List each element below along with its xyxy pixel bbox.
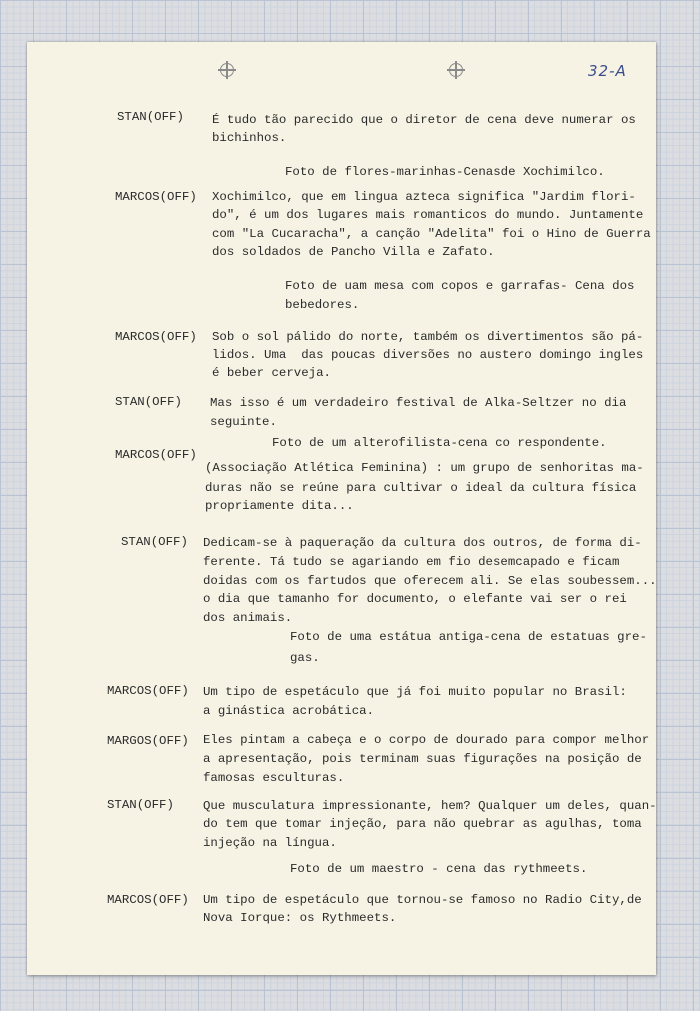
- dialogue-line: Xochimilco, que em lingua azteca significa "Jardim flori-: [212, 190, 636, 204]
- dialogue-line: doidas com os fartudos que oferecem ali. Se elas soubessem...: [203, 574, 657, 588]
- dialogue-line: do", é um dos lugares mais romanticos do mundo. Juntamente: [212, 208, 644, 222]
- dialogue-line: com "La Cucaracha", a canção "Adelita" foi o Hino de Guerra: [212, 227, 651, 241]
- scene-direction: bebedores.: [285, 298, 360, 312]
- speaker-label: STAN(OFF): [117, 110, 184, 124]
- scene-direction: Foto de uam mesa com copos e garrafas- Cena dos: [285, 279, 635, 293]
- dialogue-line: injeção na língua.: [203, 836, 337, 850]
- punch-hole-crosshair-icon: [449, 63, 463, 77]
- speaker-label: STAN(OFF): [107, 798, 174, 812]
- page-number: 32-A: [588, 62, 627, 80]
- dialogue-line: lidos. Uma das poucas diversões no austero domingo ingles: [212, 348, 644, 362]
- dialogue-line: dos soldados de Pancho Villa e Zafato.: [212, 245, 495, 259]
- dialogue-line: Dedicam-se à paqueração da cultura dos outros, de forma di-: [203, 536, 642, 550]
- dialogue-line: Eles pintam a cabeça e o corpo de dourado para compor melhor: [203, 733, 650, 747]
- dialogue-line: Que musculatura impressionante, hem? Qualquer um deles, quan-: [203, 799, 657, 813]
- dialogue-line: ferente. Tá tudo se agariando em fio desemcapado e ficam: [203, 555, 620, 569]
- dialogue-line: famosas esculturas.: [203, 771, 345, 785]
- dialogue-line: duras não se reúne para cultivar o ideal da cultura física: [205, 481, 637, 495]
- speaker-label: MARCOS(OFF): [107, 893, 189, 907]
- scene-direction: Foto de um alterofilista-cena co respondente.: [272, 436, 607, 450]
- dialogue-line: (Associação Atlética Feminina) : um grupo de senhoritas ma-: [205, 461, 644, 475]
- scene-direction: Foto de flores-marinhas-Cenasde Xochimilco.: [285, 165, 605, 179]
- dialogue-line: do tem que tomar injeção, para não quebrar as agulhas, toma: [203, 817, 642, 831]
- speaker-label: MARCOS(OFF): [115, 330, 197, 344]
- speaker-label: MARGOS(OFF): [107, 734, 189, 748]
- scene-direction: gas.: [290, 651, 320, 665]
- speaker-label: STAN(OFF): [115, 395, 182, 409]
- dialogue-line: a apresentação, pois terminam suas figurações na posição de: [203, 752, 642, 766]
- scene-direction: Foto de uma estátua antiga-cena de estatuas gre-: [290, 630, 647, 644]
- dialogue-line: Um tipo de espetáculo que tornou-se famoso no Radio City,de: [203, 893, 642, 907]
- punch-hole-crosshair-icon: [220, 63, 234, 77]
- dialogue-line: Mas isso é um verdadeiro festival de Alka-Seltzer no dia: [210, 396, 627, 410]
- scene-direction: Foto de um maestro - cena das rythmeets.: [290, 862, 588, 876]
- dialogue-line: propriamente dita...: [205, 499, 354, 513]
- dialogue-line: bichinhos.: [212, 131, 287, 145]
- dialogue-line: seguinte.: [210, 415, 277, 429]
- dialogue-line: dos animais.: [203, 611, 293, 625]
- dialogue-line: a ginástica acrobática.: [203, 704, 375, 718]
- speaker-label: MARCOS(OFF): [107, 684, 189, 698]
- dialogue-line: o dia que tamanho for documento, o elefante vai ser o rei: [203, 592, 627, 606]
- speaker-label: MARCOS(OFF): [115, 448, 197, 462]
- dialogue-line: É tudo tão parecido que o diretor de cena deve numerar os: [212, 113, 636, 127]
- speaker-label: STAN(OFF): [121, 535, 188, 549]
- speaker-label: MARCOS(OFF): [115, 190, 197, 204]
- dialogue-line: Nova Iorque: os Rythmeets.: [203, 911, 397, 925]
- dialogue-line: é beber cerveja.: [212, 366, 331, 380]
- dialogue-line: Um tipo de espetáculo que já foi muito popular no Brasil:: [203, 685, 627, 699]
- dialogue-line: Sob o sol pálido do norte, também os divertimentos são pá-: [212, 330, 644, 344]
